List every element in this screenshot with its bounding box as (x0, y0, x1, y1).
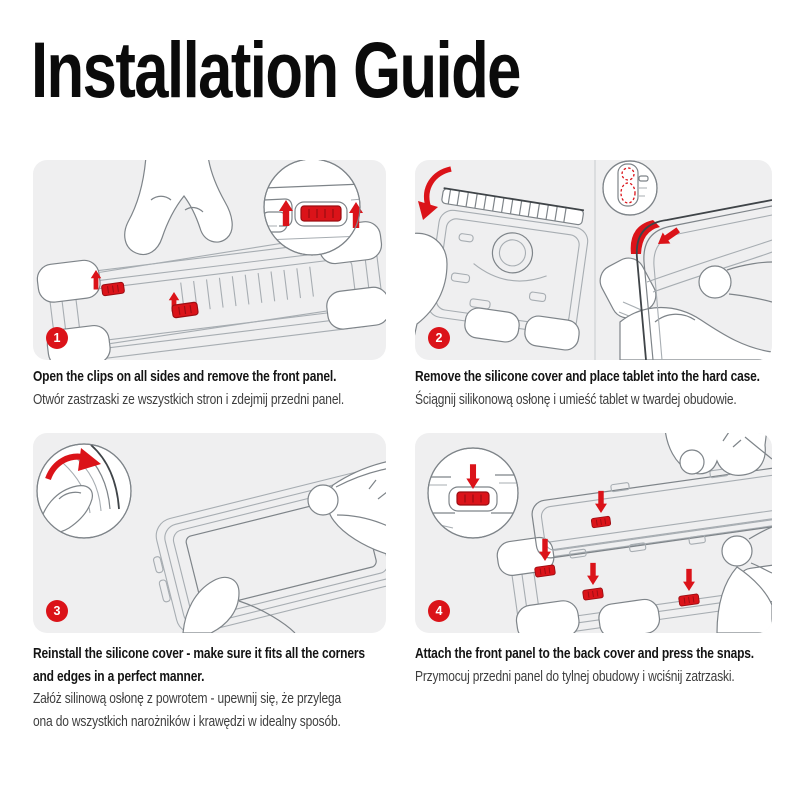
step-2-badge: 2 (428, 327, 450, 349)
step-4-caption (415, 643, 800, 688)
zoom-detail-circle (37, 444, 131, 538)
red-clip (101, 282, 124, 296)
step-2-caption (415, 366, 800, 411)
step-4-badge: 4 (428, 600, 450, 622)
tablet-into-case (595, 161, 772, 360)
down-arrow-icon (595, 491, 607, 513)
red-clip (583, 588, 604, 601)
caption-en: and edges in a perfect manner. (33, 667, 205, 685)
red-clip (172, 302, 199, 318)
illustration-step-4 (415, 433, 772, 633)
red-clip (679, 594, 700, 607)
fingertip (699, 266, 731, 298)
zoom-detail-circle (428, 448, 518, 538)
red-clip (591, 516, 611, 528)
step-1-panel (33, 160, 386, 360)
caption-en: Reinstall the silicone cover - make sure it fits all the corners (33, 645, 365, 662)
step-2-panel (415, 160, 772, 360)
caption-pl: Ściągnij silikonową osłonę i umieść tablet w twardej obudowie. (415, 390, 737, 408)
red-clip (535, 565, 556, 578)
caption-pl: ona do wszystkich narożników i krawędzi w idealny sposób. (33, 712, 341, 730)
down-arrow-icon (587, 563, 599, 585)
step-4-panel (415, 433, 772, 633)
illustration-step-2 (415, 160, 772, 360)
caption-pl: Przymocuj przedni panel do tylnej obudowy i wciśnij zatrzaski. (415, 667, 735, 685)
step-1-badge: 1 (46, 327, 68, 349)
caption-pl: Załóż silinową osłonę z powrotem - upewnij się, że przylega (33, 690, 342, 707)
caption-en: Attach the front panel to the back cover and press the snaps. (415, 645, 754, 662)
caption-en: Open the clips on all sides and remove the front panel. (33, 368, 337, 385)
step-1-caption (33, 366, 422, 411)
step-3-badge: 3 (46, 600, 68, 622)
thumb (183, 577, 295, 633)
illustration-step-3 (33, 433, 386, 633)
illustration-step-1 (33, 160, 386, 360)
zoom-detail-circle (603, 161, 657, 215)
hand (125, 160, 232, 255)
caption-pl: Otwór zastrzaski ze wszystkich stron i zdejmij przedni panel. (33, 390, 345, 408)
step-3-caption (33, 643, 448, 733)
caption-en: Remove the silicone cover and place tablet into the hard case. (415, 368, 760, 385)
page-title: Installation Guide (31, 25, 520, 114)
step-3-panel (33, 433, 386, 633)
hand (308, 461, 386, 555)
down-arrow-icon (683, 569, 695, 591)
